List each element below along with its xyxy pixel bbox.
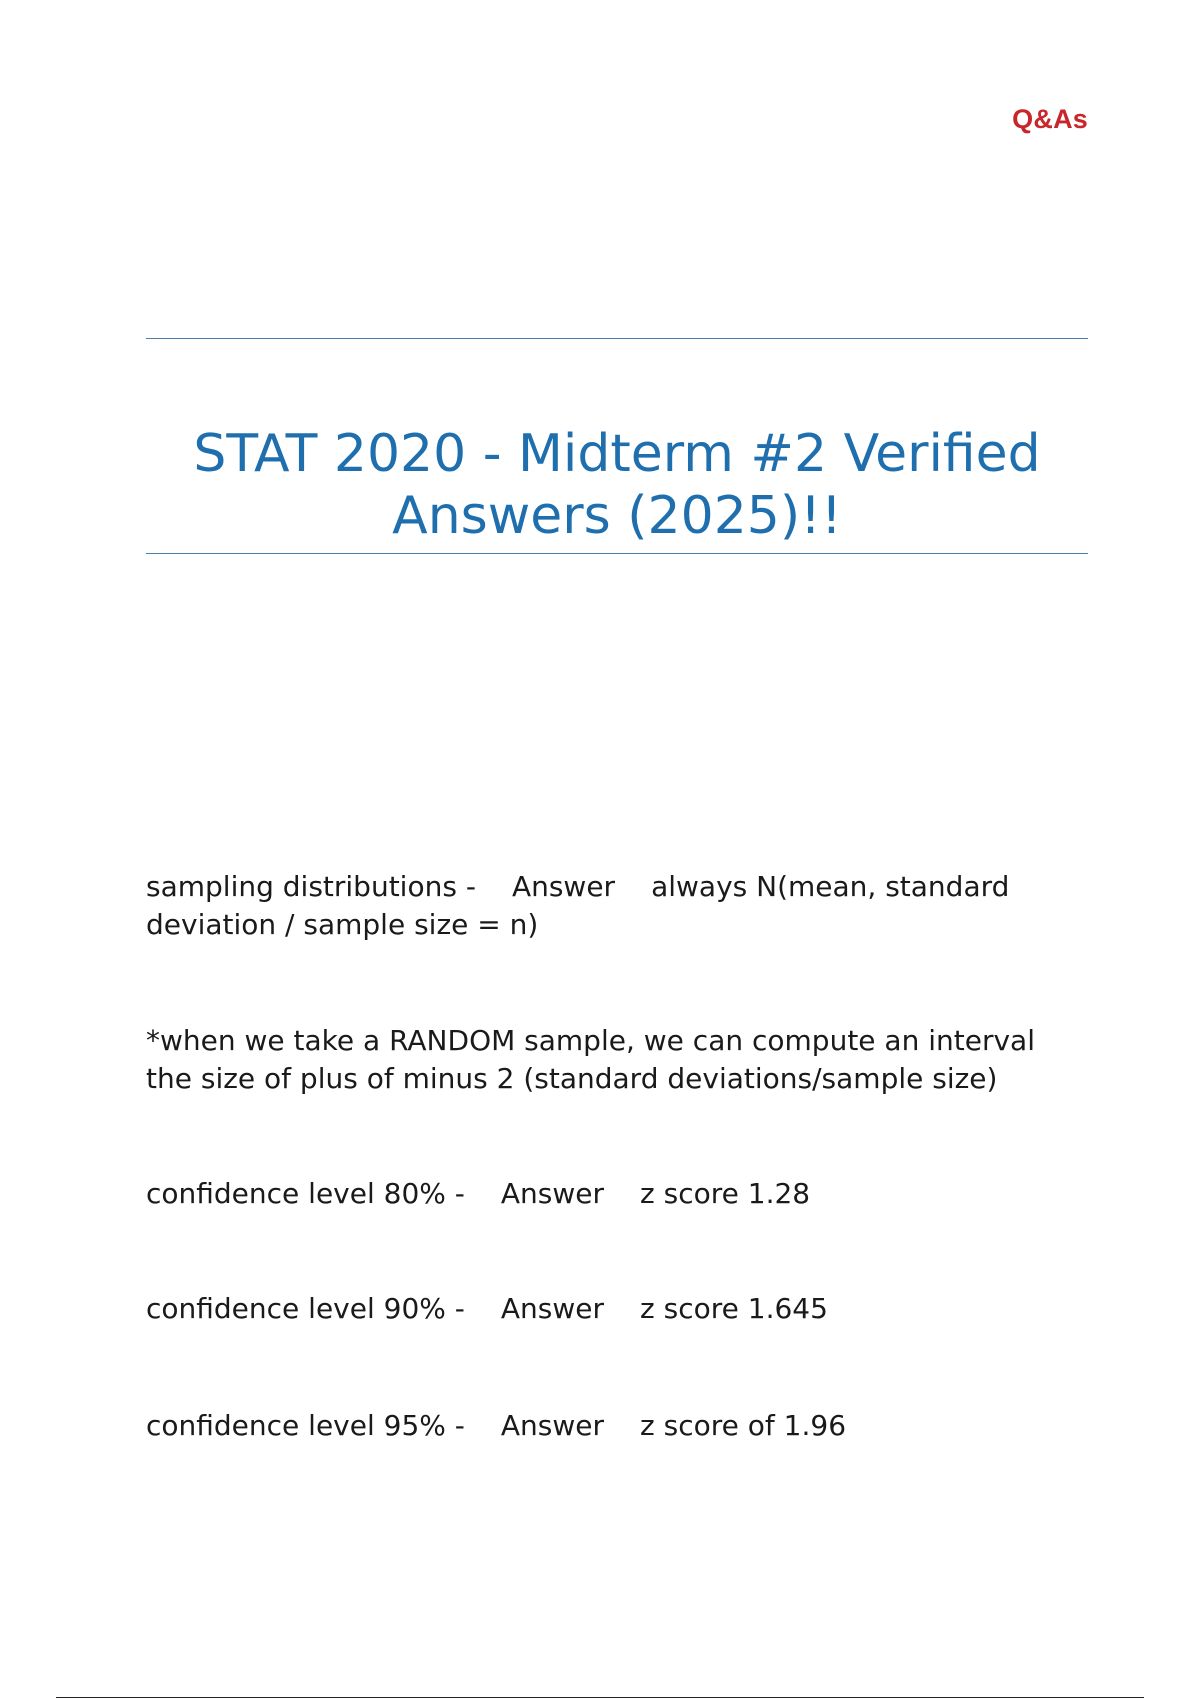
question-text: confidence level 80% - [146, 1177, 465, 1210]
page-title: STAT 2020 - Midterm #2 Verified Answers (2025)!! [193, 424, 1041, 546]
header-tag: Q&As [1012, 104, 1088, 134]
answer-text: z score of 1.96 [640, 1409, 847, 1442]
answer-label: Answer [500, 1177, 605, 1210]
answer-text: z score 1.645 [640, 1292, 828, 1325]
question-text: sampling distributions - [146, 870, 476, 903]
answer-text: z score 1.28 [640, 1177, 811, 1210]
answer-text: always N(mean, standard deviation / sample size = n) [146, 870, 1019, 941]
qa-note-random-sample: *when we take a RANDOM sample, we can compute an interval the size of plus of minus 2 (standard deviations/sample size) [146, 1024, 1035, 1095]
title-block [146, 338, 1088, 554]
answer-label: Answer [500, 1409, 605, 1442]
qa-item-confidence-80 [146, 1175, 1076, 1213]
answer-label: Answer [500, 1292, 605, 1325]
question-text: confidence level 95% - [146, 1409, 465, 1442]
answer-label: Answer [511, 870, 616, 903]
question-text: confidence level 90% - [146, 1292, 465, 1325]
qa-item-confidence-90 [146, 1290, 1076, 1328]
footer-divider [56, 1697, 1144, 1698]
qa-item-confidence-95 [146, 1407, 1076, 1445]
qa-item-sampling-distributions [146, 868, 1076, 944]
